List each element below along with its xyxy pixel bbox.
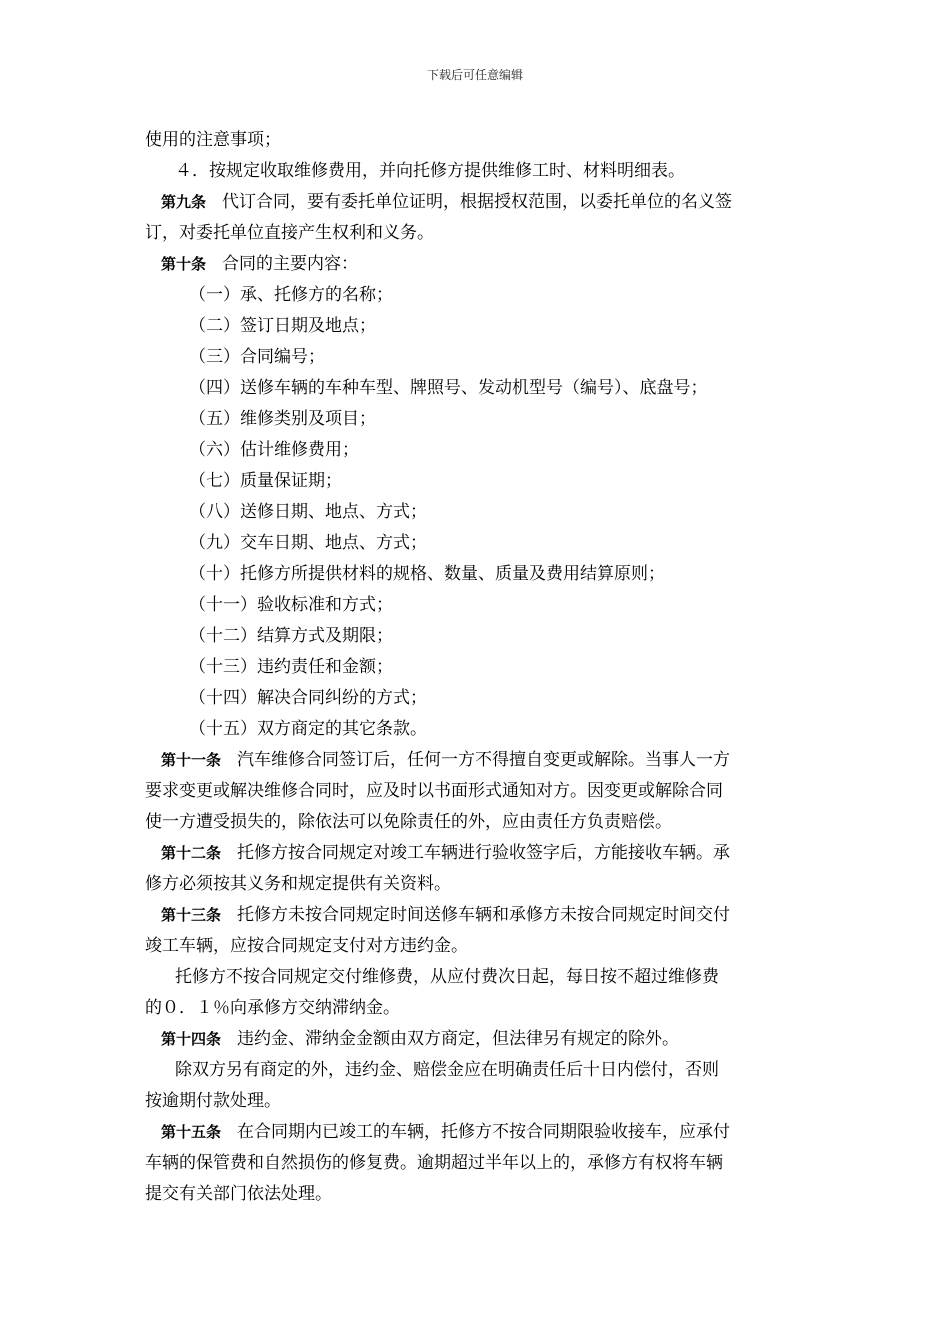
list-item: （八）送修日期、地点、方式； — [189, 502, 427, 522]
list-item: （九）交车日期、地点、方式； — [189, 533, 427, 553]
article-label: 第十条 — [161, 255, 207, 273]
article-label: 第十四条 — [161, 1030, 222, 1048]
text-line: 使用的注意事项； — [145, 130, 281, 150]
list-item: （一）承、托修方的名称； — [189, 285, 393, 305]
text-line: 使一方遭受损失的，除依法可以免除责任的外，应由责任方负责赔偿。 — [145, 812, 672, 832]
article-line: 第十条 合同的主要内容： — [161, 254, 359, 274]
article-line: 第十四条 违约金、滞纳金金额由双方商定，但法律另有规定的除外。 — [161, 1029, 680, 1049]
article-label: 第十五条 — [161, 1123, 222, 1141]
text-line: 的０．１％向承修方交纳滞纳金。 — [145, 998, 400, 1018]
paragraph-line: 托修方不按合同规定交付维修费，从应付费次日起，每日按不超过维修费 — [175, 967, 719, 987]
text-line: 按逾期付款处理。 — [145, 1091, 281, 1111]
list-item: （十）托修方所提供材料的规格、数量、质量及费用结算原则； — [189, 564, 665, 584]
list-item: （五）维修类别及项目； — [189, 409, 376, 429]
text-line: 要求变更或解决维修合同时，应及时以书面形式通知对方。因变更或解除合同 — [145, 781, 723, 801]
list-item: （十三）违约责任和金额； — [189, 657, 393, 677]
list-item: （二）签订日期及地点； — [189, 316, 376, 336]
list-item: （四）送修车辆的车种车型、牌照号、发动机型号（编号）、底盘号； — [189, 378, 708, 398]
text-line: 订，对委托单位直接产生权利和义务。 — [145, 223, 434, 243]
text-line: 车辆的保管费和自然损伤的修复费。逾期超过半年以上的，承修方有权将车辆 — [145, 1153, 723, 1173]
article-label: 第九条 — [161, 193, 207, 211]
article-line: 第十五条 在合同期内已竣工的车辆，托修方不按合同期限验收接车，应承付 — [161, 1122, 731, 1142]
list-item: （十一）验收标准和方式； — [189, 595, 393, 615]
list-item: （十五）双方商定的其它条款。 — [189, 719, 427, 739]
page-header: 下载后可任意编辑 — [426, 68, 523, 82]
article-label: 第十三条 — [161, 906, 222, 924]
article-line: 第十一条 汽车维修合同签订后，任何一方不得擅自变更或解除。当事人一方 — [161, 750, 731, 770]
article-line: 第十二条 托修方按合同规定对竣工车辆进行验收签字后，方能接收车辆。承 — [161, 843, 731, 863]
article-line: 第十三条 托修方未按合同规定时间送修车辆和承修方未按合同规定时间交付 — [161, 905, 731, 925]
list-item: （七）质量保证期； — [189, 471, 342, 491]
text-line: 修方必须按其义务和规定提供有关资料。 — [145, 874, 451, 894]
paragraph-line: ４．按规定收取维修费用，并向托修方提供维修工时、材料明细表。 — [175, 161, 685, 181]
text-line: 提交有关部门依法处理。 — [145, 1184, 332, 1204]
paragraph-line: 除双方另有商定的外，违约金、赔偿金应在明确责任后十日内偿付，否则 — [175, 1060, 719, 1080]
list-item: （十四）解决合同纠纷的方式； — [189, 688, 427, 708]
list-item: （十二）结算方式及期限； — [189, 626, 393, 646]
article-line: 第九条 代订合同，要有委托单位证明，根据授权范围，以委托单位的名义签 — [161, 192, 733, 212]
text-line: 竣工车辆，应按合同规定支付对方违约金。 — [145, 936, 468, 956]
article-label: 第十一条 — [161, 751, 222, 769]
document-body — [145, 125, 810, 1210]
list-item: （六）估计维修费用； — [189, 440, 359, 460]
list-item: （三）合同编号； — [189, 347, 325, 367]
article-label: 第十二条 — [161, 844, 222, 862]
